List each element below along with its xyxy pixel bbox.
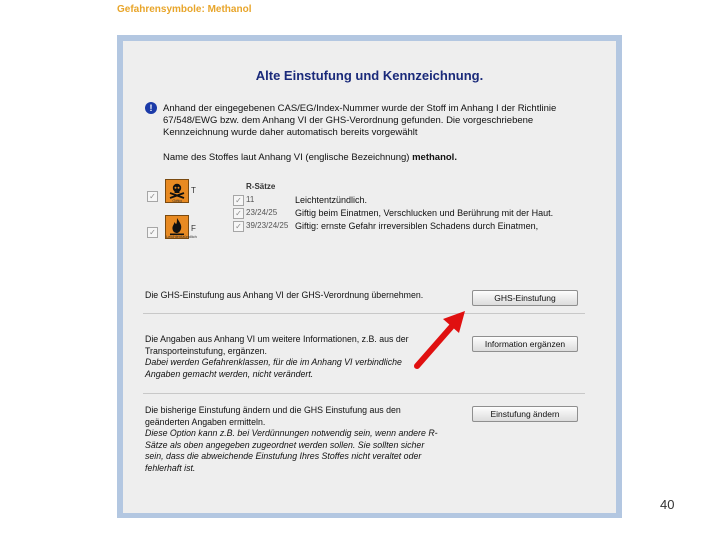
ghs-classification-button[interactable]: GHS-Einstufung [472,290,578,306]
option-ghs-text: Die GHS-Einstufung aus Anhang VI der GHS-Verordnung übernehmen. [145,290,424,300]
option-change-main: Die bisherige Einstufung ändern und die GHS Einstufung aus den geänderten Angaben ermitteln. [145,405,401,427]
classification-dialog [123,41,616,513]
option-supplement-text [145,334,437,380]
r-phrase-text: Giftig beim Einatmen, Verschlucken und Berührung mit der Haut. [295,208,554,218]
slide-number: 40 [660,497,675,512]
r-phrase-checkbox[interactable]: ✓ [233,221,244,232]
red-arrow-icon [413,311,473,371]
r-phrase-row [233,220,593,232]
r-phrase-row [233,207,593,219]
substance-name: methanol. [412,152,457,163]
exclamation-icon: ! [145,102,157,114]
r-phrase-checkbox[interactable]: ✓ [233,208,244,219]
option-change-text [145,405,443,474]
r-phrase-row [233,194,593,206]
option-supplement-note: Dabei werden Gefahrenklassen, für die im Anhang VI verbindliche Angaben gemacht werden, nicht verändert. [145,357,402,379]
slide-title: Gefahrensymbole: Methanol [117,4,252,15]
info-text: Anhand der eingegebenen CAS/EG/Index-Nummer wurde der Stoff im Anhang I der Richtlinie 67/548/EWG bzw. dem Anhang VI der GHS-Verordnung gefunden. Die vorgeschriebene Kennzeichnung wurde daher automatisch bereits vorgewählt [163,103,557,138]
r-phrase-code: 39/23/24/25 [246,221,289,230]
divider [143,393,585,394]
hazard-flammable-label: F [191,224,196,233]
r-phrase-code: 23/24/25 [246,208,278,217]
dialog-heading: Alte Einstufung und Kennzeichnung. [255,68,484,83]
option-supplement-main: Die Angaben aus Anhang VI um weitere Informationen, z.B. aus der Transporteinstufung, ergänzen. [145,334,409,356]
r-phrase-text: Giftig: ernste Gefahr irreversiblen Schadens durch Einatmen, [295,221,539,231]
hazard-toxic-label: T [191,186,196,195]
r-phrase-text: Leichtentzündlich. [295,195,368,205]
r-phrase-checkbox[interactable]: ✓ [233,195,244,206]
hazard-toxic-checkbox[interactable]: ✓ [147,191,158,202]
skull-crossbones-icon [165,179,189,203]
add-information-button[interactable]: Information ergänzen [472,336,578,352]
substance-prefix: Name des Stoffes laut Anhang VI (englische Bezeichnung) [163,152,410,163]
r-phrases-header: R-Sätze [246,182,276,191]
divider [143,313,585,314]
hazard-flammable-checkbox[interactable]: ✓ [147,227,158,238]
option-change-note: Diese Option kann z.B. bei Verdünnungen notwendig sein, wenn andere R-Sätze als oben angegeben zugeordnet werden sollen. Sie sollten sicher sein, dass die abweichende Einstufung Ihres Stoffes nicht veraltet oder fehlerhaft ist. [145,428,438,473]
change-classification-button[interactable]: Einstufung ändern [472,406,578,422]
hazard-toxic-caption: Giftig [172,198,182,203]
hazard-flammable-caption: Leichtentzündlich [166,234,197,239]
substance-name-line [163,152,563,164]
r-phrase-code: 11 [246,195,255,204]
flame-icon [165,215,197,239]
